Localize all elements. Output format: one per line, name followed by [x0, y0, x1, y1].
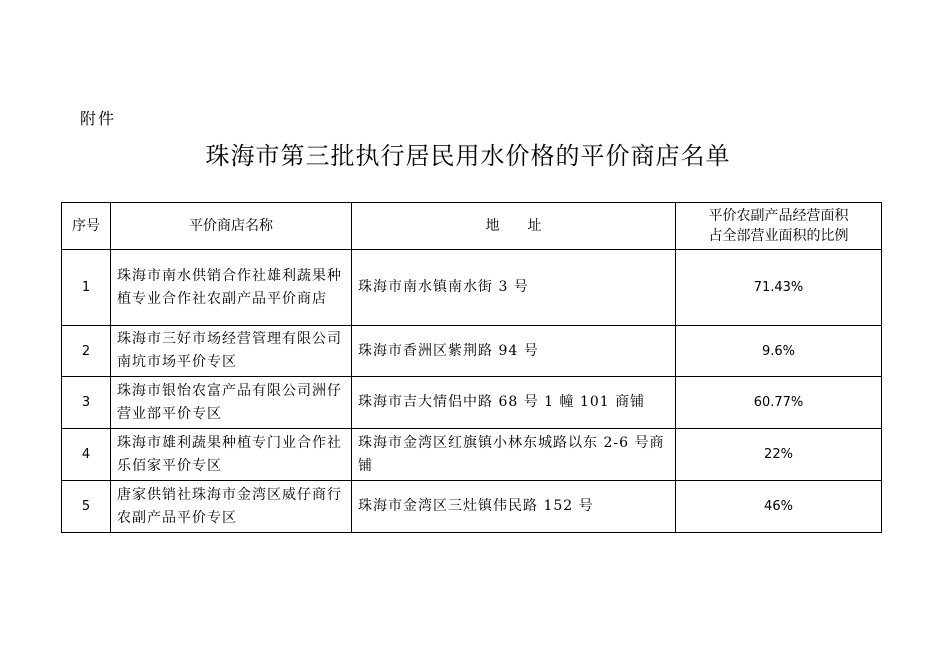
- header-ratio-line1: 平价农副产品经营面积: [708, 208, 849, 224]
- row-index: 1: [62, 250, 111, 326]
- row-address: 珠海市南水镇南水街 3 号: [352, 250, 676, 326]
- row-store-name: 珠海市银怡农富产品有限公司洲仔营业部平价专区: [111, 377, 352, 429]
- table-header-row: [62, 203, 882, 250]
- header-index: 序号: [62, 203, 111, 250]
- row-store-name: 唐家供销社珠海市金湾区威仔商行农副产品平价专区: [111, 481, 352, 533]
- row-ratio: 46%: [676, 481, 882, 533]
- row-store-name: 珠海市三好市场经营管理有限公司南坑市场平价专区: [111, 326, 352, 377]
- header-ratio-line2: 占全部营业面积的比例: [708, 228, 849, 244]
- row-store-name: 珠海市雄利蔬果种植专门业合作社乐佰家平价专区: [111, 429, 352, 481]
- header-address: 地 址: [352, 203, 676, 250]
- document-title: 珠海市第三批执行居民用水价格的平价商店名单: [205, 142, 731, 170]
- row-address: 珠海市吉大情侣中路 68 号 1 幢 101 商铺: [352, 377, 676, 429]
- row-index: 4: [62, 429, 111, 481]
- row-address: 珠海市香洲区紫荆路 94 号: [352, 326, 676, 377]
- store-list-table: [61, 202, 882, 533]
- row-index: 2: [62, 326, 111, 377]
- table-row: [62, 377, 882, 429]
- header-ratio: [676, 203, 882, 250]
- row-address: 珠海市金湾区三灶镇伟民路 152 号: [352, 481, 676, 533]
- row-index: 5: [62, 481, 111, 533]
- row-index: 3: [62, 377, 111, 429]
- row-ratio: 22%: [676, 429, 882, 481]
- table-row: [62, 250, 882, 326]
- attachment-label: 附件: [80, 109, 117, 128]
- row-ratio: 71.43%: [676, 250, 882, 326]
- row-ratio: 9.6%: [676, 326, 882, 377]
- header-store-name: 平价商店名称: [111, 203, 352, 250]
- table-row: [62, 481, 882, 533]
- row-address: 珠海市金湾区红旗镇小林东城路以东 2-6 号商铺: [352, 429, 676, 481]
- table-row: [62, 326, 882, 377]
- row-store-name: 珠海市南水供销合作社雄利蔬果种植专业合作社农副产品平价商店: [111, 250, 352, 326]
- row-ratio: 60.77%: [676, 377, 882, 429]
- table-row: [62, 429, 882, 481]
